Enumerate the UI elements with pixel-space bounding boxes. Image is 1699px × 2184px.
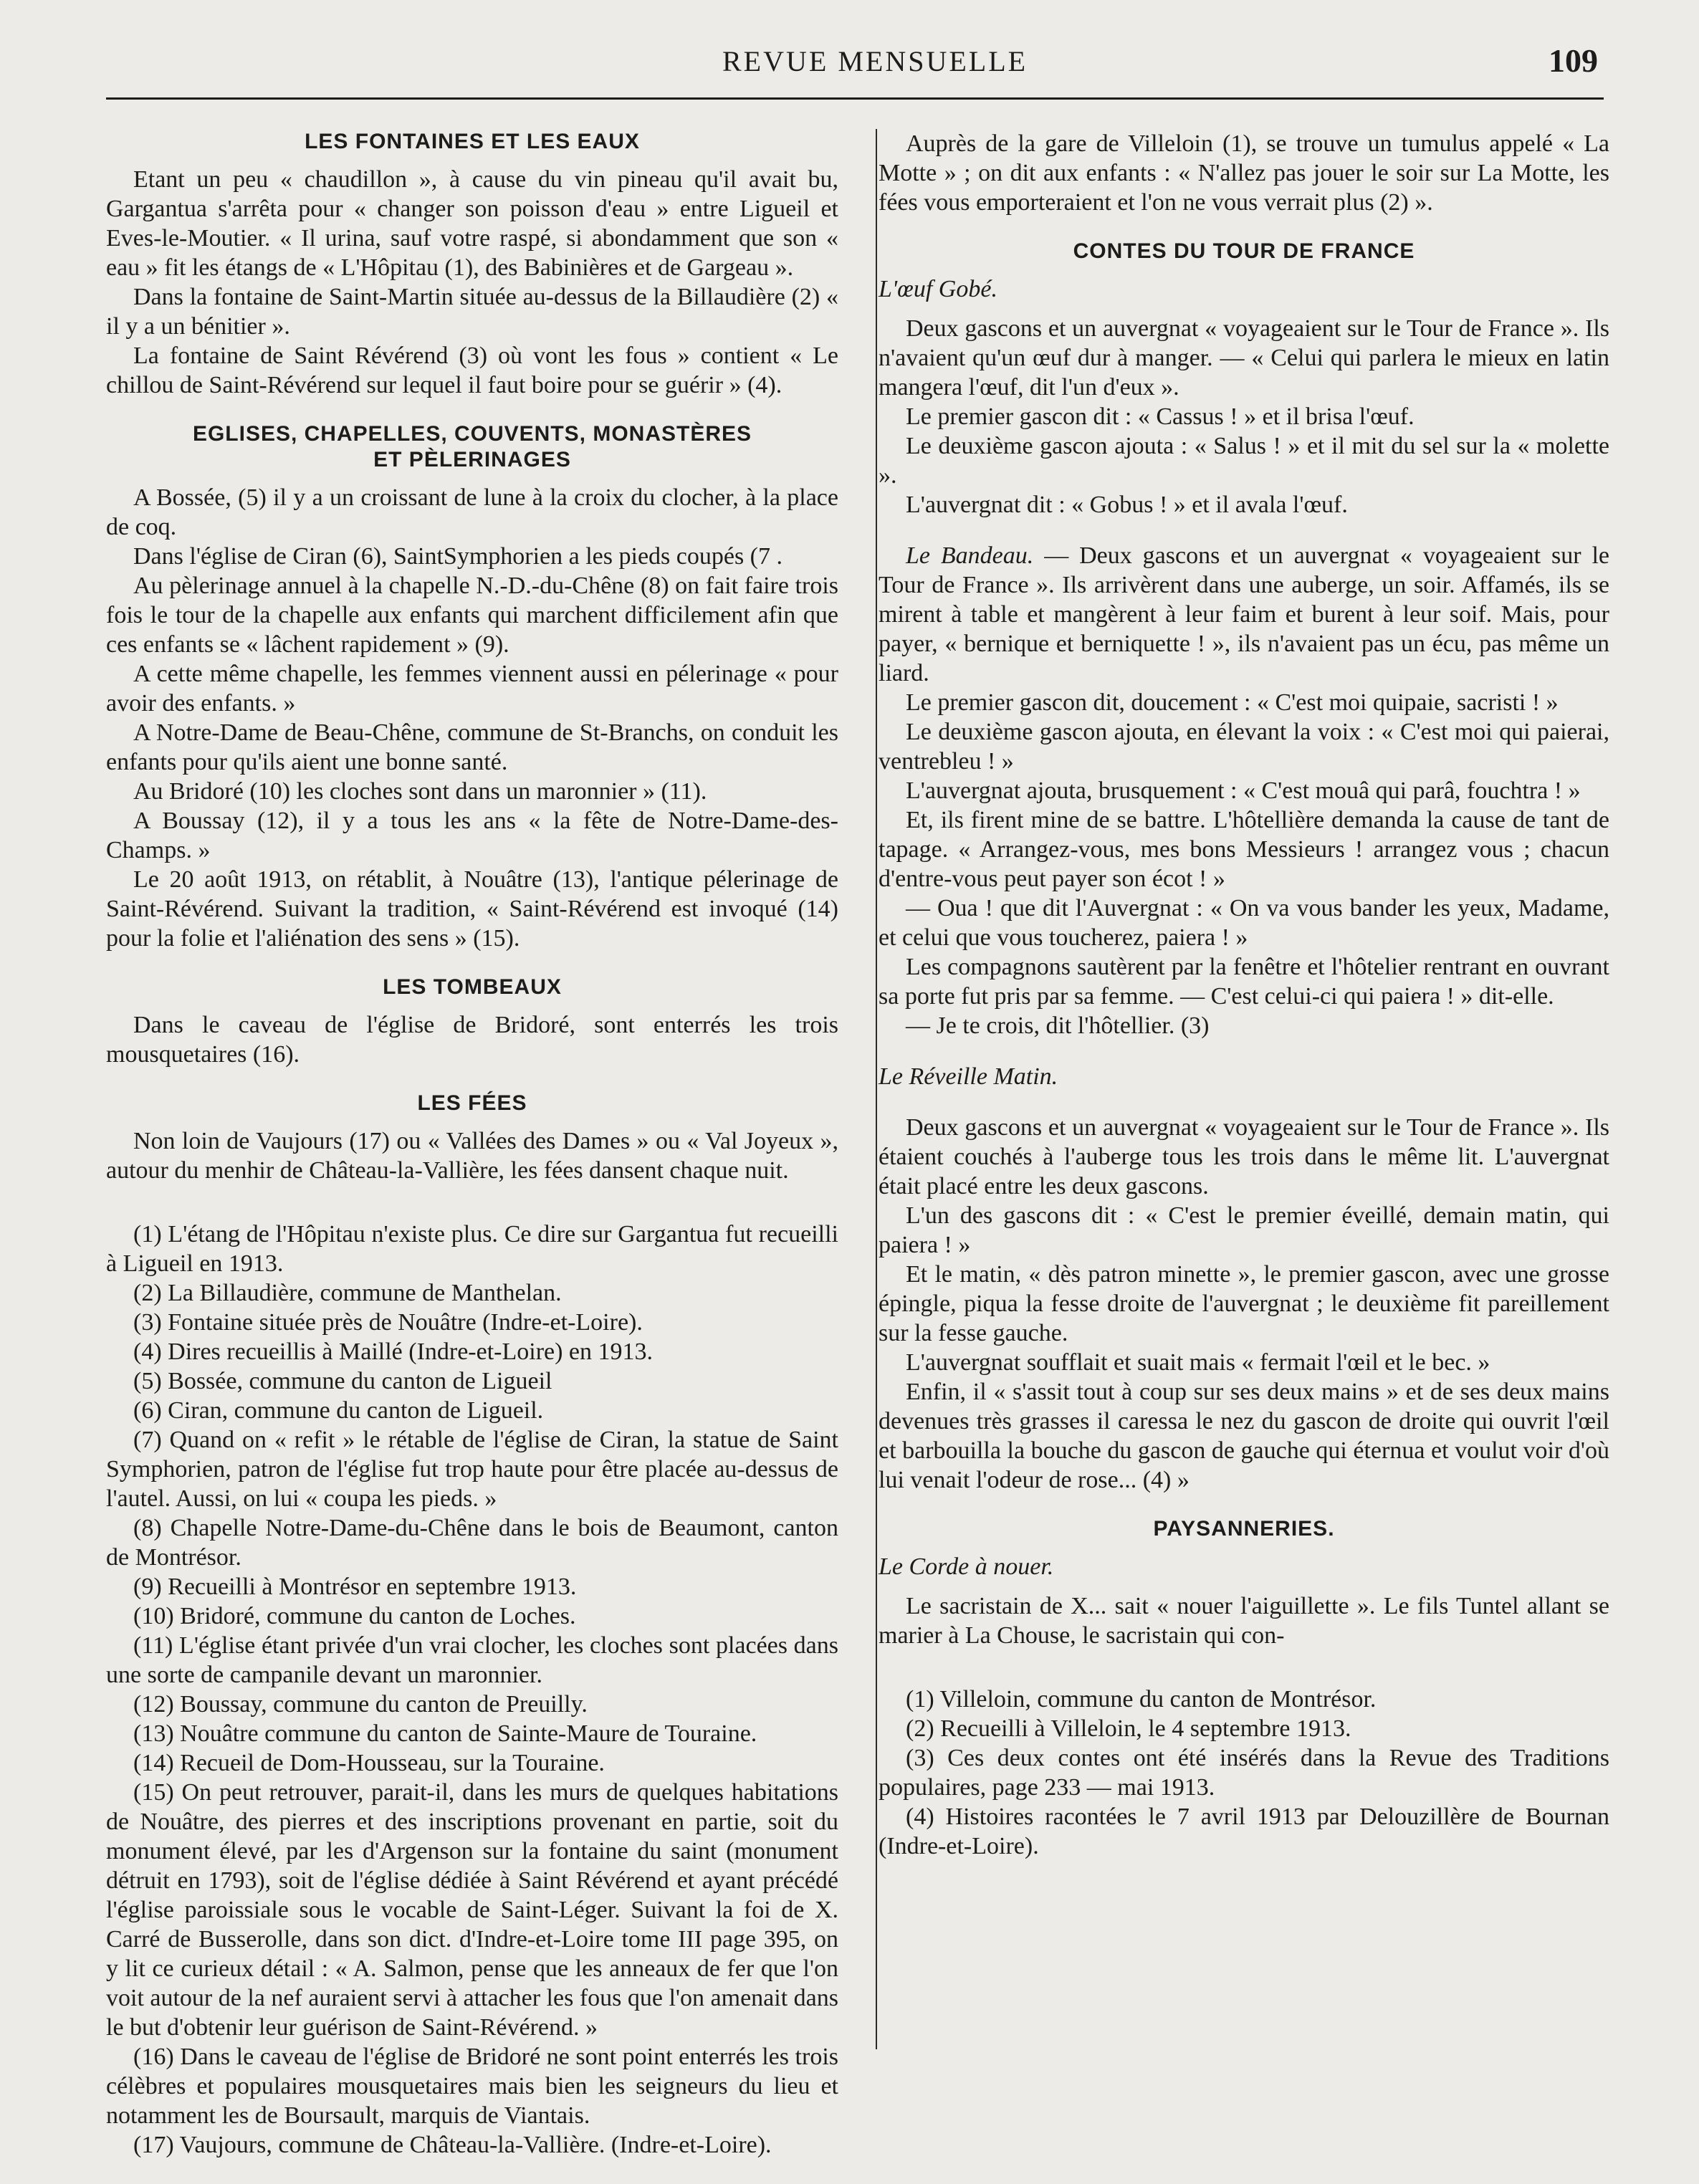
paragraph: La fontaine de Saint Révérend (3) où vont les fous » contient « Le chillou de Saint-Révérend sur lequel il faut boire pour se guérir » (4). xyxy=(106,343,838,398)
paragraph: Etant un peu « chaudillon », à cause du vin pineau qu'il avait bu, Gargantua s'arrêta pour « changer son poisson d'eau » entre Ligueil et Eves-le-Moutier. « Il urina, sauf votre raspé, si abondamment que son « eau » fit les étangs de « L'Hôpitau (1), des Babinières et de Gargeau ». xyxy=(106,166,838,281)
footnote: (4) Dires recueillis à Maillé (Indre-et-Loire) en 1913. xyxy=(133,1338,654,1365)
paragraph: A Notre-Dame de Beau-Chêne, commune de St-Branchs, on conduit les enfants pour qu'ils aient une bonne santé. xyxy=(106,719,838,775)
section-heading-eglises xyxy=(106,421,838,473)
footnote: (12) Boussay, commune du canton de Preuilly. xyxy=(133,1691,588,1718)
left-column xyxy=(106,129,838,2160)
footnote: (10) Bridoré, commune du canton de Loches. xyxy=(133,1603,576,1629)
story-title: Le Réveille Matin. xyxy=(879,1063,1058,1090)
paragraph: Non loin de Vaujours (17) ou « Vallées des Dames » ou « Val Joyeux », autour du menhir de Château-la-Vallière, les fées dansent chaque nuit. xyxy=(106,1128,838,1184)
footnote: (4) Histoires racontées le 7 avril 1913 par Delouzillère de Bournan (Indre-et-Loire). xyxy=(879,1804,1609,1859)
paragraph: Les compagnons sautèrent par la fenêtre et l'hôtelier rentrant en ouvrant sa porte fut pris par sa femme. — C'est celui-ci qui paiera ! » dit-elle. xyxy=(879,954,1609,1010)
heading-line: EGLISES, CHAPELLES, COUVENTS, MONASTÈRES xyxy=(192,422,752,446)
paragraph: Le deuxième gascon ajouta, en élevant la voix : « C'est moi qui paierai, ventrebleu ! » xyxy=(879,719,1609,775)
paragraph: L'auvergnat dit : « Gobus ! » et il avala l'œuf. xyxy=(906,492,1348,518)
paragraph-text: — Deux gascons et un auvergnat « voyageaient sur le Tour de France ». Ils arrivèrent dans une auberge, un soir. Affamés, ils se mirent à table et mangèrent à leur faim et burent à leur soif. Mais, pour payer, « bernique et berniquette ! », ils n'avaient pas un écu, pas même un liard. xyxy=(879,542,1610,686)
paragraph: Dans la fontaine de Saint-Martin située au-dessus de la Billaudière (2) « il y a un bénitier ». xyxy=(106,284,838,340)
footnote: (1) Villeloin, commune du canton de Montrésor. xyxy=(906,1686,1377,1713)
paragraph: A Boussay (12), il y a tous les ans « la fête de Notre-Dame-des-Champs. » xyxy=(106,808,838,863)
paragraph: Le deuxième gascon ajouta : « Salus ! » et il mit du sel sur la « molette ». xyxy=(879,433,1609,489)
footnote: (2) La Billaudière, commune de Manthelan. xyxy=(133,1280,562,1306)
paragraph: A Bossée, (5) il y a un croissant de lune à la croix du clocher, à la place de coq. xyxy=(106,484,838,540)
footnote: (1) L'étang de l'Hôpitau n'existe plus. Ce dire sur Gargantua fut recueilli à Ligueil en 1913. xyxy=(106,1221,838,1277)
story-title: L'œuf Gobé. xyxy=(879,276,997,302)
footnote: (7) Quand on « refit » le rétable de l'église de Ciran, la statue de Saint Symphorien, patron de l'église fut trop haute pour être placée au-dessus de l'autel. Aussi, on lui « coupa les pieds. » xyxy=(106,1427,838,1512)
paragraph: Deux gascons et un auvergnat « voyageaient sur le Tour de France ». Ils n'avaient qu'un œuf dur à manger. — « Celui qui parlera le mieux en latin mangera l'œuf, dit l'un d'eux ». xyxy=(879,315,1609,401)
footnote: (11) L'église étant privée d'un vrai clocher, les cloches sont placées dans une sorte de campanile devant un maronnier. xyxy=(106,1632,838,1688)
paragraph: — Je te crois, dit l'hôtellier. (3) xyxy=(906,1012,1210,1039)
header-rule xyxy=(106,97,1604,100)
footnote: (14) Recueil de Dom-Housseau, sur la Touraine. xyxy=(133,1750,605,1776)
section-heading-fontaines: LES FONTAINES ET LES EAUX xyxy=(305,130,640,153)
footnote: (2) Recueilli à Villeloin, le 4 septembre 1913. xyxy=(906,1715,1351,1742)
footnote: (5) Bossée, commune du canton de Ligueil xyxy=(133,1368,552,1394)
column-rule xyxy=(876,129,877,2049)
section-heading-tombeaux: LES TOMBEAUX xyxy=(383,975,562,999)
paragraph: L'un des gascons dit : « C'est le premier éveillé, demain matin, qui paiera ! » xyxy=(879,1202,1609,1258)
paragraph: Le sacristain de X... sait « nouer l'aiguillette ». Le fils Tuntel allant se marier à La Chouse, le sacristain qui con- xyxy=(879,1593,1609,1649)
paragraph: Au Bridoré (10) les cloches sont dans un maronnier » (11). xyxy=(133,778,707,805)
footnote: (3) Ces deux contes ont été insérés dans la Revue des Traditions populaires, page 233 — mai 1913. xyxy=(879,1745,1609,1801)
paragraph: Auprès de la gare de Villeloin (1), se trouve un tumulus appelé « La Motte » ; on dit aux enfants : « N'allez pas jouer le soir sur La Motte, les fées vous emporteraient et l'on ne vous verrait plus (2) ». xyxy=(879,130,1609,216)
paragraph: Le 20 août 1913, on rétablit, à Nouâtre (13), l'antique pélerinage de Saint-Révérend. Suivant la tradition, « Saint-Révérend est invoqué (14) pour la folie et l'aliénation des sens » (15). xyxy=(106,866,838,952)
footnotes-left xyxy=(106,1220,838,2160)
paragraph: Dans le caveau de l'église de Bridoré, sont enterrés les trois mousquetaires (16). xyxy=(106,1012,838,1068)
section-heading-fees: LES FÉES xyxy=(417,1091,527,1115)
paragraph: L'auvergnat ajouta, brusquement : « C'est mouâ qui parâ, fouchtra ! » xyxy=(906,777,1581,804)
paragraph: Et le matin, « dès patron minette », le premier gascon, avec une grosse épingle, piqua la fesse droite de l'auvergnat ; le deuxième fit pareillement sur la fesse gauche. xyxy=(879,1261,1609,1346)
paragraph: Deux gascons et un auvergnat « voyageaient sur le Tour de France ». Ils étaient couchés à l'auberge tous les trois dans le même lit. L'auvergnat était placé entre les deux gascons. xyxy=(879,1114,1609,1199)
paragraph: Dans l'église de Ciran (6), SaintSymphorien a les pieds coupés (7 . xyxy=(133,543,783,570)
paragraph: Le premier gascon dit : « Cassus ! » et il brisa l'œuf. xyxy=(906,403,1415,430)
paragraph: Enfin, il « s'assit tout à coup sur ses deux mains » et de ses deux mains devenues très grasses il caressa le nez du gascon de droite qui ouvrit l'œil et barbouilla la bouche du gascon de gauche qui éternua et voulut voir d'où lui venait l'odeur de rose... (4) » xyxy=(879,1379,1609,1493)
page-number: 109 xyxy=(1549,42,1598,79)
paragraph xyxy=(879,541,1609,688)
footnote: (6) Ciran, commune du canton de Ligueil. xyxy=(133,1397,544,1424)
paragraph: L'auvergnat soufflait et suait mais « fermait l'œil et le bec. » xyxy=(906,1349,1490,1376)
right-column xyxy=(879,129,1609,1861)
section-heading-paysanneries: PAYSANNERIES. xyxy=(1153,1517,1335,1541)
story-title: Le Bandeau. xyxy=(906,542,1034,569)
footnote: (3) Fontaine située près de Nouâtre (Indre-et-Loire). xyxy=(133,1309,643,1336)
journal-title: REVUE MENSUELLE xyxy=(722,45,1028,77)
page-header xyxy=(106,42,1604,86)
footnote: (16) Dans le caveau de l'église de Bridoré ne sont point enterrés les trois célèbres et populaires mousquetaires mais bien les seigneurs du lieu et notamment les de Boursault, marquis de Viantais. xyxy=(106,2044,838,2129)
story-title: Le Corde à nouer. xyxy=(879,1553,1054,1580)
section-heading-contes: CONTES DU TOUR DE FRANCE xyxy=(1073,239,1415,263)
footnote: (13) Nouâtre commune du canton de Sainte-Maure de Touraine. xyxy=(133,1720,757,1747)
footnote: (15) On peut retrouver, parait-il, dans les murs de quelques habitations de Nouâtre, des pierres et des inscriptions provenant en partie, soit du monument élevé, par les d'Argenson sur la fontaine du saint (monument détruit en 1793), soit de l'église dédiée à Saint Révérend et ayant précédé l'église paroissiale sous le vocable de Saint-Léger. Suivant la foi de X. Carré de Busserolle, dans son dict. d'Indre-et-Loire tome III page 395, on y lit ce curieux détail : « A. Salmon, pense que les anneaux de fer que l'on voit autour de la nef auraient servi à attacher les fous que l'on amenait dans le but d'obtenir leur guérison de Saint-Révérend. » xyxy=(106,1779,838,2041)
heading-line: ET PÈLERINAGES xyxy=(373,448,571,471)
footnotes-right xyxy=(879,1685,1609,1861)
paragraph: A cette même chapelle, les femmes viennent aussi en pélerinage « pour avoir des enfants. » xyxy=(106,661,838,717)
footnote: (8) Chapelle Notre-Dame-du-Chêne dans le bois de Beaumont, canton de Montrésor. xyxy=(106,1515,838,1571)
paragraph: Et, ils firent mine de se battre. L'hôtellière demanda la cause de tant de tapage. « Arrangez-vous, mes bons Messieurs ! arrangez vous ; chacun d'entre-vous peut payer son écot ! » xyxy=(879,807,1609,892)
paragraph: — Oua ! que dit l'Auvergnat : « On va vous bander les yeux, Madame, et celui que vous toucherez, paiera ! » xyxy=(879,895,1609,951)
paragraph: Le premier gascon dit, doucement : « C'est moi quipaie, sacristi ! » xyxy=(906,689,1559,716)
paragraph: Au pèlerinage annuel à la chapelle N.-D.-du-Chêne (8) on fait faire trois fois le tour de la chapelle aux enfants qui marchent difficilement afin que ces enfants se « lâchent rapidement » (9). xyxy=(106,573,838,658)
footnote: (9) Recueilli à Montrésor en septembre 1913. xyxy=(133,1574,577,1600)
footnote: (17) Vaujours, commune de Château-la-Vallière. (Indre-et-Loire). xyxy=(133,2132,772,2158)
